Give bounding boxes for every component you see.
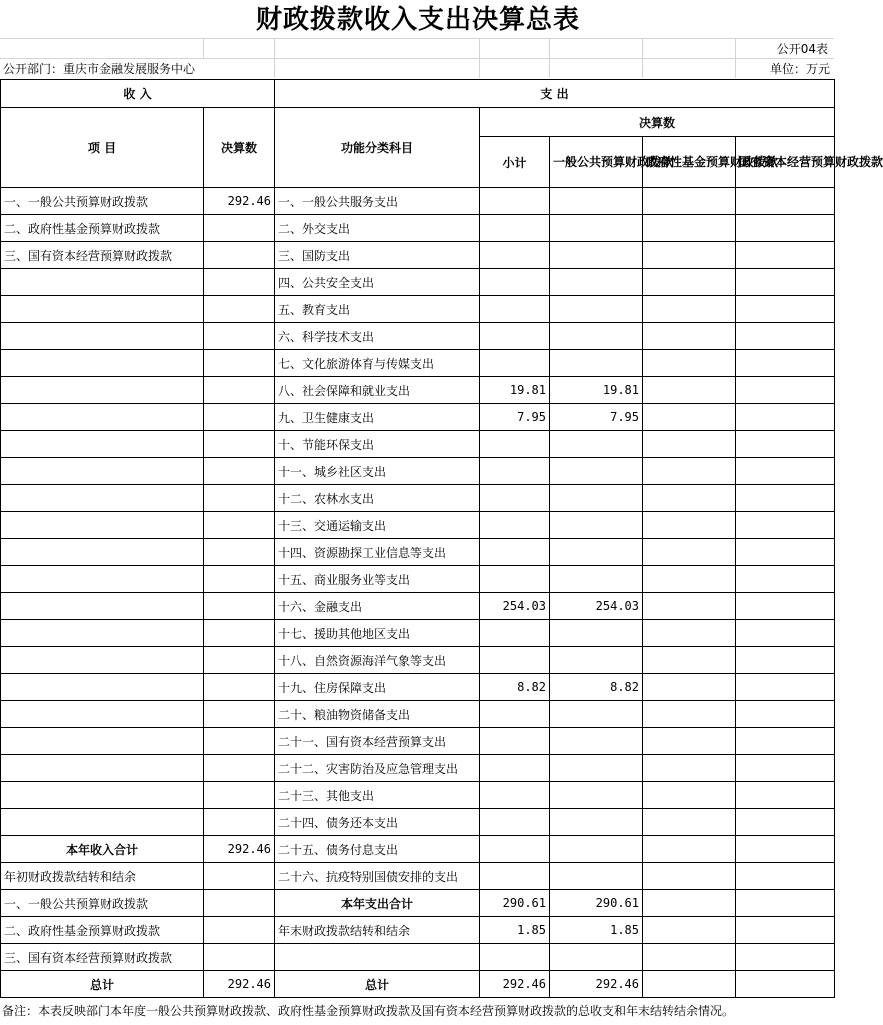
table-row <box>1 350 835 377</box>
subtotal-cell <box>480 863 550 890</box>
income-item-cell: 三、国有资本经营预算财政拨款 <box>1 944 204 971</box>
expense-subject-cell: 十七、援助其他地区支出 <box>275 620 480 647</box>
subtotal-cell <box>480 836 550 863</box>
department-label: 公开部门：重庆市金融发展服务中心 <box>3 62 196 76</box>
state-capital-cell <box>736 458 835 485</box>
subtotal-cell: 1.85 <box>480 917 550 944</box>
expense-header: 支 出 <box>275 80 835 108</box>
table-row <box>1 755 835 782</box>
income-amount-cell <box>204 701 275 728</box>
state-capital-cell <box>736 701 835 728</box>
table-row <box>1 242 835 269</box>
gov-fund-cell <box>643 431 736 458</box>
gov-fund-cell <box>643 593 736 620</box>
table-row <box>1 215 835 242</box>
income-amount-cell <box>204 296 275 323</box>
gov-fund-cell <box>643 242 736 269</box>
general-budget-cell: 19.81 <box>550 377 643 404</box>
general-budget-cell: 290.61 <box>550 890 643 917</box>
state-capital-cell <box>736 674 835 701</box>
table-row <box>1 836 835 863</box>
table-row <box>1 296 835 323</box>
income-item-cell <box>1 593 204 620</box>
income-item-cell <box>1 431 204 458</box>
expense-subject-cell <box>275 944 480 971</box>
table-row <box>1 782 835 809</box>
state-capital-cell <box>736 836 835 863</box>
table-row <box>1 566 835 593</box>
gov-fund-cell <box>643 512 736 539</box>
subtotal-cell <box>480 701 550 728</box>
general-budget-cell <box>550 728 643 755</box>
expense-subject-cell: 二十三、其他支出 <box>275 782 480 809</box>
income-amount-cell <box>204 404 275 431</box>
budget-table <box>0 79 883 998</box>
income-item-cell <box>1 620 204 647</box>
gov-fund-cell <box>643 728 736 755</box>
expense-subject-cell: 十一、城乡社区支出 <box>275 458 480 485</box>
subtotal-cell <box>480 620 550 647</box>
income-item-cell <box>1 269 204 296</box>
income-amount-cell <box>204 755 275 782</box>
income-amount-cell <box>204 242 275 269</box>
table-code: 公开04表 <box>776 42 828 56</box>
general-budget-cell <box>550 620 643 647</box>
unit-label: 单位：万元 <box>769 62 830 76</box>
table-row <box>1 647 835 674</box>
income-amount-cell <box>204 782 275 809</box>
table-row <box>1 809 835 836</box>
function-subject-header: 功能分类科目 <box>275 108 480 188</box>
gov-fund-cell <box>643 539 736 566</box>
state-capital-cell <box>736 539 835 566</box>
income-amount-cell <box>204 863 275 890</box>
expense-subject-cell: 二十一、国有资本经营预算支出 <box>275 728 480 755</box>
subtotal-cell <box>480 215 550 242</box>
table-row <box>1 539 835 566</box>
state-capital-cell <box>736 782 835 809</box>
income-amount-cell: 292.46 <box>204 188 275 215</box>
gov-fund-cell <box>643 566 736 593</box>
expense-subject-cell: 十、节能环保支出 <box>275 431 480 458</box>
expense-subject-cell: 二十四、债务还本支出 <box>275 809 480 836</box>
general-budget-cell: 1.85 <box>550 917 643 944</box>
state-capital-cell <box>736 620 835 647</box>
table-row <box>1 971 835 998</box>
state-capital-cell <box>736 377 835 404</box>
income-amount-cell <box>204 458 275 485</box>
gov-fund-header: 政府性基金预算财政拨款 <box>643 137 736 188</box>
table-row <box>1 269 835 296</box>
general-budget-cell: 8.82 <box>550 674 643 701</box>
income-item-cell <box>1 755 204 782</box>
subtotal-cell <box>480 485 550 512</box>
subtotal-cell <box>480 728 550 755</box>
state-capital-cell <box>736 809 835 836</box>
general-budget-cell <box>550 350 643 377</box>
subtotal-cell <box>480 431 550 458</box>
general-budget-cell <box>550 485 643 512</box>
subtotal-cell: 292.46 <box>480 971 550 998</box>
expense-subject-cell: 二十六、抗疫特别国债安排的支出 <box>275 863 480 890</box>
table-row <box>1 458 835 485</box>
table-row <box>1 728 835 755</box>
gov-fund-cell <box>643 296 736 323</box>
expense-subject-cell: 本年支出合计 <box>275 890 480 917</box>
state-capital-cell <box>736 890 835 917</box>
table-row <box>1 188 835 215</box>
income-item-cell <box>1 809 204 836</box>
state-capital-cell <box>736 647 835 674</box>
gov-fund-cell <box>643 350 736 377</box>
general-budget-cell <box>550 269 643 296</box>
table-row <box>1 377 835 404</box>
expense-subject-cell: 三、国防支出 <box>275 242 480 269</box>
state-capital-cell <box>736 755 835 782</box>
income-item-cell <box>1 647 204 674</box>
subtotal-cell <box>480 458 550 485</box>
income-amount-cell <box>204 350 275 377</box>
expense-subject-cell: 十三、交通运输支出 <box>275 512 480 539</box>
income-item-cell <box>1 566 204 593</box>
gov-fund-cell <box>643 917 736 944</box>
income-amount-cell <box>204 674 275 701</box>
expense-subject-cell: 四、公共安全支出 <box>275 269 480 296</box>
gov-fund-cell <box>643 404 736 431</box>
gov-fund-cell <box>643 971 736 998</box>
general-budget-cell <box>550 323 643 350</box>
income-amount-cell <box>204 917 275 944</box>
general-budget-cell: 7.95 <box>550 404 643 431</box>
general-budget-cell <box>550 215 643 242</box>
income-item-cell: 一、一般公共预算财政拨款 <box>1 890 204 917</box>
expense-subject-cell: 十二、农林水支出 <box>275 485 480 512</box>
expense-subject-cell: 七、文化旅游体育与传媒支出 <box>275 350 480 377</box>
amount-header: 决算数 <box>204 108 275 188</box>
gov-fund-cell <box>643 674 736 701</box>
income-item-cell <box>1 377 204 404</box>
subtotal-cell <box>480 242 550 269</box>
income-amount-cell <box>204 890 275 917</box>
subtotal-cell <box>480 809 550 836</box>
general-budget-cell <box>550 755 643 782</box>
state-capital-cell <box>736 215 835 242</box>
state-capital-cell <box>736 863 835 890</box>
general-budget-cell <box>550 539 643 566</box>
income-amount-cell <box>204 512 275 539</box>
general-budget-cell <box>550 647 643 674</box>
income-item-cell <box>1 350 204 377</box>
income-item-cell: 总计 <box>1 971 204 998</box>
table-row <box>1 917 835 944</box>
gov-fund-cell <box>643 836 736 863</box>
gov-fund-cell <box>643 755 736 782</box>
income-item-cell <box>1 728 204 755</box>
gov-fund-cell <box>643 215 736 242</box>
expense-subject-cell: 二十五、债务付息支出 <box>275 836 480 863</box>
income-amount-cell <box>204 647 275 674</box>
gov-fund-cell <box>643 890 736 917</box>
income-amount-cell <box>204 593 275 620</box>
income-item-cell <box>1 296 204 323</box>
general-budget-cell <box>550 836 643 863</box>
final-amount-header: 决算数 <box>480 108 835 137</box>
gov-fund-cell <box>643 782 736 809</box>
gov-fund-cell <box>643 620 736 647</box>
general-budget-cell <box>550 566 643 593</box>
expense-subject-cell: 二、外交支出 <box>275 215 480 242</box>
gov-fund-cell <box>643 269 736 296</box>
general-budget-cell <box>550 782 643 809</box>
state-capital-cell <box>736 404 835 431</box>
income-amount-cell <box>204 539 275 566</box>
general-budget-cell <box>550 458 643 485</box>
gov-fund-cell <box>643 458 736 485</box>
income-amount-cell <box>204 431 275 458</box>
subtotal-cell <box>480 782 550 809</box>
table-row <box>1 431 835 458</box>
subtotal-cell: 290.61 <box>480 890 550 917</box>
income-item-cell <box>1 782 204 809</box>
general-budget-cell: 292.46 <box>550 971 643 998</box>
subtotal-cell <box>480 566 550 593</box>
expense-subject-cell: 十八、自然资源海洋气象等支出 <box>275 647 480 674</box>
income-amount-cell <box>204 620 275 647</box>
state-capital-cell <box>736 269 835 296</box>
general-budget-cell <box>550 242 643 269</box>
general-budget-cell <box>550 188 643 215</box>
state-capital-cell <box>736 188 835 215</box>
gov-fund-cell <box>643 647 736 674</box>
general-budget-cell <box>550 701 643 728</box>
income-item-cell: 三、国有资本经营预算财政拨款 <box>1 242 204 269</box>
subtotal-cell <box>480 539 550 566</box>
income-item-cell: 年初财政拨款结转和结余 <box>1 863 204 890</box>
income-amount-cell <box>204 728 275 755</box>
income-item-cell: 一、一般公共预算财政拨款 <box>1 188 204 215</box>
subtotal-cell <box>480 188 550 215</box>
item-header: 项 目 <box>1 108 204 188</box>
state-capital-cell <box>736 350 835 377</box>
income-amount-cell <box>204 323 275 350</box>
income-item-cell <box>1 404 204 431</box>
income-amount-cell <box>204 566 275 593</box>
footnote: 备注：本表反映部门本年度一般公共预算财政拨款、政府性基金预算财政拨款及国有资本经营预算财政拨款的总收支和年末结转结余情况。 <box>2 1004 735 1018</box>
general-budget-cell <box>550 431 643 458</box>
subtotal-header: 小计 <box>480 137 550 188</box>
state-capital-cell <box>736 242 835 269</box>
table-row <box>1 404 835 431</box>
gov-fund-cell <box>643 323 736 350</box>
state-capital-cell <box>736 296 835 323</box>
expense-subject-cell: 六、科学技术支出 <box>275 323 480 350</box>
state-capital-cell <box>736 323 835 350</box>
state-capital-cell <box>736 728 835 755</box>
general-budget-cell <box>550 863 643 890</box>
income-amount-cell <box>204 809 275 836</box>
subtotal-cell <box>480 269 550 296</box>
expense-subject-cell: 二十二、灾害防治及应急管理支出 <box>275 755 480 782</box>
income-item-cell <box>1 323 204 350</box>
code-row <box>0 38 834 58</box>
state-capital-cell <box>736 431 835 458</box>
income-item-cell <box>1 458 204 485</box>
table-row <box>1 485 835 512</box>
table-row <box>1 512 835 539</box>
income-item-cell <box>1 485 204 512</box>
income-item-cell <box>1 539 204 566</box>
expense-subject-cell: 总计 <box>275 971 480 998</box>
subtotal-cell <box>480 944 550 971</box>
subtotal-cell <box>480 296 550 323</box>
table-row <box>1 620 835 647</box>
income-amount-cell <box>204 944 275 971</box>
expense-subject-cell: 十九、住房保障支出 <box>275 674 480 701</box>
state-capital-cell <box>736 512 835 539</box>
income-item-cell <box>1 701 204 728</box>
general-budget-cell <box>550 296 643 323</box>
general-budget-cell <box>550 512 643 539</box>
table-row <box>1 890 835 917</box>
income-item-cell <box>1 674 204 701</box>
gov-fund-cell <box>643 863 736 890</box>
income-amount-cell <box>204 377 275 404</box>
gov-fund-cell <box>643 701 736 728</box>
expense-subject-cell: 一、一般公共服务支出 <box>275 188 480 215</box>
gov-fund-cell <box>643 944 736 971</box>
subtotal-cell: 19.81 <box>480 377 550 404</box>
income-amount-cell: 292.46 <box>204 971 275 998</box>
subtotal-cell: 254.03 <box>480 593 550 620</box>
table-row <box>1 323 835 350</box>
report-title: 财政拨款收入支出决算总表 <box>255 5 580 35</box>
income-amount-cell <box>204 485 275 512</box>
table-row <box>1 593 835 620</box>
state-capital-cell <box>736 485 835 512</box>
general-budget-cell <box>550 809 643 836</box>
gov-fund-cell <box>643 377 736 404</box>
subtotal-cell <box>480 755 550 782</box>
income-amount-cell <box>204 215 275 242</box>
gov-fund-cell <box>643 485 736 512</box>
general-budget-header: 一般公共预算财政拨款 <box>550 137 643 188</box>
department-row <box>0 58 834 78</box>
expense-subject-cell: 二十、粮油物资储备支出 <box>275 701 480 728</box>
income-item-cell: 二、政府性基金预算财政拨款 <box>1 917 204 944</box>
state-capital-cell <box>736 971 835 998</box>
income-item-cell: 二、政府性基金预算财政拨款 <box>1 215 204 242</box>
state-capital-cell <box>736 566 835 593</box>
subtotal-cell: 7.95 <box>480 404 550 431</box>
expense-subject-cell: 五、教育支出 <box>275 296 480 323</box>
table-row <box>1 674 835 701</box>
expense-subject-cell: 十四、资源勘探工业信息等支出 <box>275 539 480 566</box>
table-row <box>1 944 835 971</box>
subtotal-cell <box>480 647 550 674</box>
subtotal-cell: 8.82 <box>480 674 550 701</box>
general-budget-cell <box>550 944 643 971</box>
general-budget-cell: 254.03 <box>550 593 643 620</box>
expense-subject-cell: 八、社会保障和就业支出 <box>275 377 480 404</box>
table-row <box>1 863 835 890</box>
expense-subject-cell: 年末财政拨款结转和结余 <box>275 917 480 944</box>
expense-subject-cell: 十六、金融支出 <box>275 593 480 620</box>
income-item-cell: 本年收入合计 <box>1 836 204 863</box>
expense-subject-cell: 十五、商业服务业等支出 <box>275 566 480 593</box>
subtotal-cell <box>480 350 550 377</box>
gov-fund-cell <box>643 188 736 215</box>
state-capital-cell <box>736 944 835 971</box>
gov-fund-cell <box>643 809 736 836</box>
income-amount-cell: 292.46 <box>204 836 275 863</box>
income-item-cell <box>1 512 204 539</box>
state-capital-cell <box>736 593 835 620</box>
subtotal-cell <box>480 512 550 539</box>
expense-subject-cell: 九、卫生健康支出 <box>275 404 480 431</box>
state-capital-header: 国有资本经营预算财政拨款 <box>736 137 835 188</box>
income-header: 收 入 <box>1 80 275 108</box>
subtotal-cell <box>480 323 550 350</box>
income-amount-cell <box>204 269 275 296</box>
state-capital-cell <box>736 917 835 944</box>
table-row <box>1 701 835 728</box>
